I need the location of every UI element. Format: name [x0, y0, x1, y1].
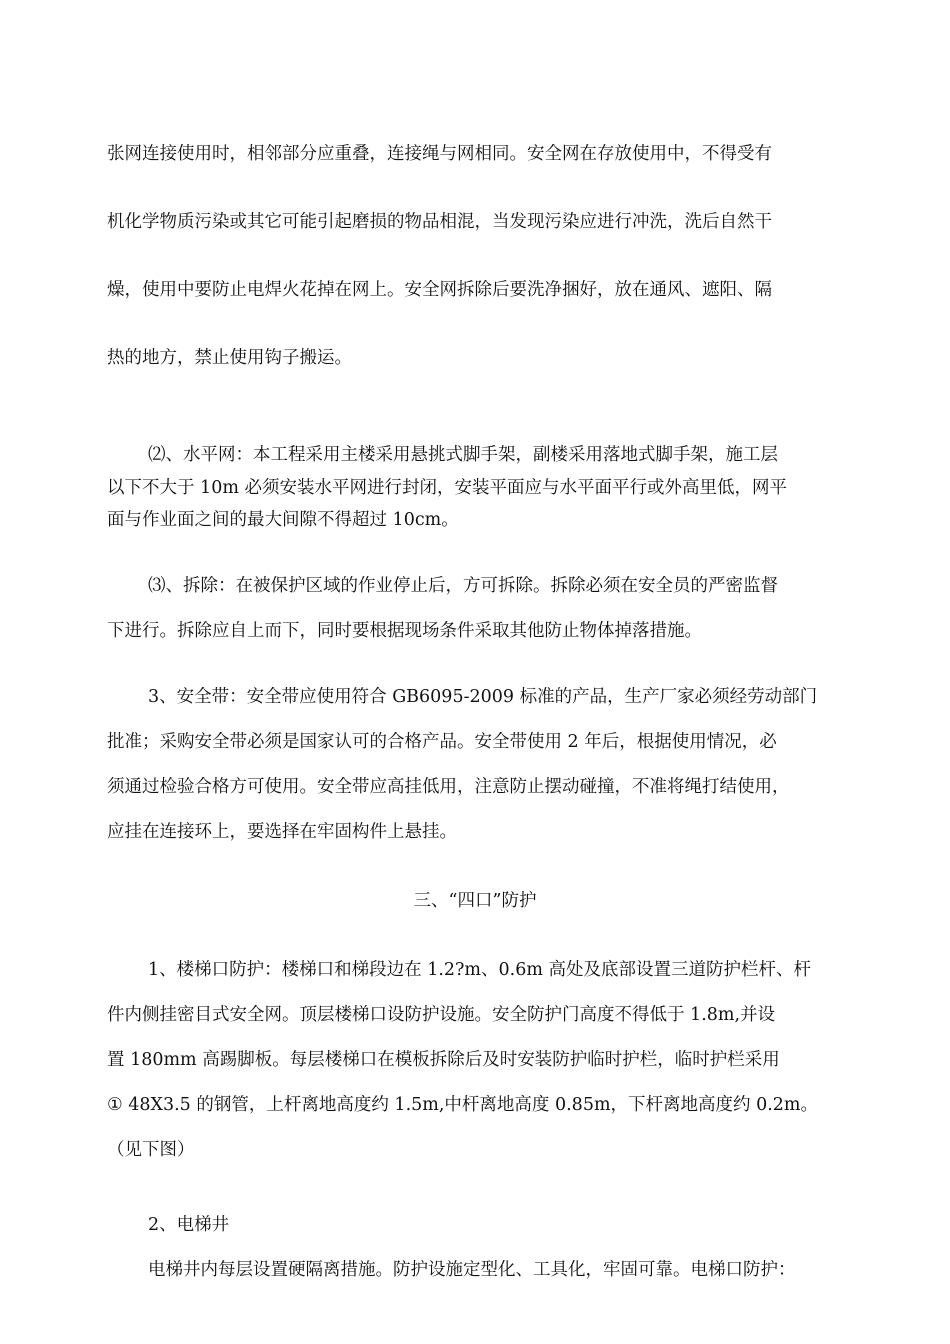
text-line: ① 48X3.5 的钢管，上杆离地高度约 1.5m,中杆离地高度 0.85m，下杆离地高度约 0.2m。 — [107, 1095, 819, 1115]
text-line: 下进行。拆除应自上而下，同时要根据现场条件采取其他防止物体掉落措施。 — [107, 621, 702, 641]
text-line: ⑵、水平网：本工程采用主楼采用悬挑式脚手架，副楼采用落地式脚手架，施工层 — [148, 445, 778, 465]
section-heading: 三、“四口”防护 — [413, 891, 537, 911]
text-line: 机化学物质污染或其它可能引起磨损的物品相混，当发现污染应进行冲洗，洗后自然干 — [107, 212, 772, 232]
text-line: 电梯井内每层设置硬隔离措施。防护设施定型化、工具化，牢固可靠。电梯口防护： — [148, 1260, 796, 1280]
text-line: ⑶、拆除：在被保护区域的作业停止后，方可拆除。拆除必须在安全员的严密监督 — [148, 576, 778, 596]
subsection-heading: 2、电梯井 — [148, 1215, 230, 1235]
text-line: 1、楼梯口防护：楼梯口和梯段边在 1.2?m、0.6m 高处及底部设置三道防护栏杆、杆 — [148, 960, 811, 980]
text-line: 须通过检验合格方可使用。安全带应高挂低用，注意防止摆动碰撞，不准将绳打结使用， — [107, 777, 790, 797]
text-line: （见下图） — [107, 1140, 195, 1160]
text-line: 燥，使用中要防止电焊火花掉在网上。安全网拆除后要洗净捆好，放在通风、遮阳、隔 — [107, 280, 772, 300]
text-line: 3、安全带：安全带应使用符合 GB6095-2009 标准的产品，生产厂家必须经劳动部门 — [148, 687, 818, 707]
text-line: 热的地方，禁止使用钩子搬运。 — [107, 348, 352, 368]
text-line: 以下不大于 10m 必须安装水平网进行封闭，安装平面应与水平面平行或外高里低，网平 — [107, 478, 787, 498]
text-line: 置 180mm 高踢脚板。每层楼梯口在模板拆除后及时安装防护临时护栏，临时护栏采用 — [107, 1050, 780, 1070]
text-line: 张网连接使用时，相邻部分应重叠，连接绳与网相同。安全网在存放使用中，不得受有 — [107, 144, 772, 164]
text-line: 件内侧挂密目式安全网。顶层楼梯口设防护设施。安全防护门高度不得低于 1.8m,并设 — [107, 1005, 776, 1025]
text-line: 面与作业面之间的最大间隙不得超过 10cm。 — [107, 510, 459, 530]
text-line: 批准；采购安全带必须是国家认可的合格产品。安全带使用 2 年后，根据使用情况，必 — [107, 732, 777, 752]
text-line: 应挂在连接环上，要选择在牢固构件上悬挂。 — [107, 822, 457, 842]
